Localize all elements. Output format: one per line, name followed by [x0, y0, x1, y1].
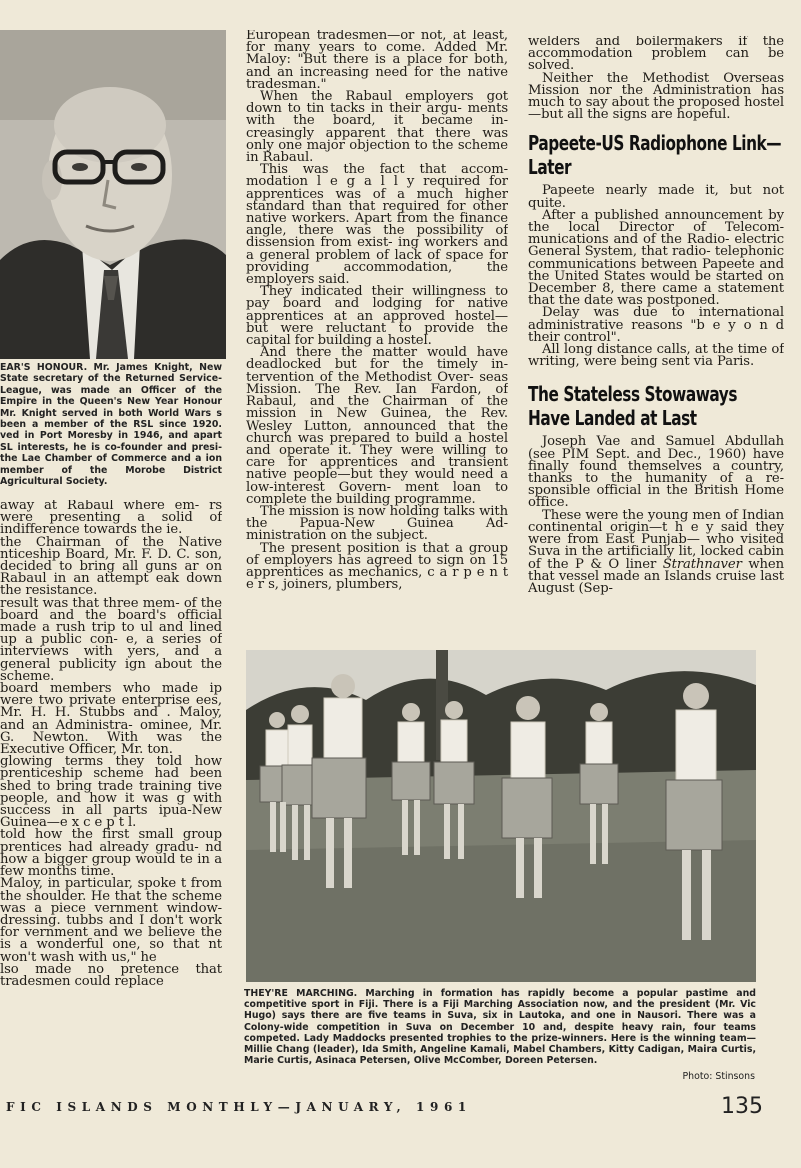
- paragraph: glowing terms they told how prenticeship scheme had been shed to bring trade training tive people, and how it was g with success in all parts ipua-New Guinea—e x c e p t l.: [0, 754, 222, 831]
- paragraph: Joseph Vae and Samuel Abdullah (see PIM Sept. and Dec., 1960) have finally found themselves a country, thanks to the humanity of a re- sponsible official in the British Home office.: [528, 434, 784, 511]
- paragraph: Delay was due to international administrative reasons "b e y o n d their control".: [528, 305, 784, 345]
- paragraph: lso made no pretence that tradesmen could replace: [0, 961, 222, 989]
- paragraph: They indicated their willingness to pay board and lodging for native apprentices at an approved hostel— but were reluctant to provide the capital for building a hostel.: [246, 284, 508, 349]
- paragraph: result was that three mem- of the board and the board's official made a rush trip to ul and lined up a public con- e, a series of interviews with yers, and a general publicity ign about the scheme.: [0, 595, 222, 684]
- portrait-photo: [0, 30, 226, 359]
- paragraph: The mission is now holding talks with the Papua-New Guinea Ad- ministration on the subject.: [246, 503, 508, 544]
- paragraph: the Chairman of the Native nticeship Board, Mr. F. D. C. son, decided to bring all guns ar on Rabaul in an attempt eak down the resistance.: [0, 534, 222, 599]
- paragraph: Neither the Methodist Overseas Mission nor the Administration has much to say about the proposed hostel—but all the signs are hopeful.: [528, 70, 784, 123]
- paragraph: away at Rabaul where em- rs were presenting a solid of indifference towards the ie.: [0, 500, 222, 538]
- page-number: 135: [721, 1094, 763, 1119]
- paragraph: told how the first small group prentices had already gradu- nd how a bigger group would te in a few months time.: [0, 827, 222, 880]
- paragraph: And there the matter would have deadlocked but for the timely in- tervention of the Methodist Over- seas Mission. The Rev. Ian Fardon, of Rabaul, and the Chairman of the mission in New Guinea, the Rev. Wesley Lutton, announced that the church was prepared to build a hostel and operate it. They were willing to care for apprentices and transient native people—but they would need a low-interest Govern- ment loan to complete the building programme.: [246, 345, 508, 507]
- paragraph: The present position is that a group of employers has agreed to sign on 15 apprentices as mechanics, c a r p e n t e r s, joiners, plumbers,: [246, 540, 508, 593]
- paragraph: Papeete nearly made it, but not quite.: [528, 183, 784, 211]
- paragraph: welders and boilermakers if the accommodation problem can be solved.: [528, 36, 784, 74]
- paragraph: [528, 507, 784, 596]
- text-run: These were the young men of Indian continental origin—t h e y said they were from East Punjab— who visited Suva in the artificially lit, locked cabin of the P & O liner: [528, 507, 784, 572]
- middle-column: [246, 30, 508, 640]
- text-run: when that vessel made an Islands cruise last August (Sep-: [528, 556, 784, 596]
- portrait-caption: EAR'S HONOUR. Mr. James Knight, New State secretary of the Returned Service- League, was made an Officer of the Empire in the Queen's New Year Honour Mr. Knight served in both World Wars s been a member of the RSL since 1920. ved in Port Moresby in 1946, and apart SL interests, he is co-founder and presi- the Lae Chamber of Commerce and a ion member of the Morobe District Agricultural Society.: [0, 362, 222, 488]
- heading-papeete: Papeete-US Radiophone Link—Later: [528, 131, 782, 180]
- paragraph: Maloy, in particular, spoke t from the shoulder. He that the scheme was a piece vernment window-dressing. tubbs and I don't work for vernment and we believe the is a wonderful one, so that nt won't wash with us," he: [0, 876, 222, 965]
- page-footer: FIC ISLANDS MONTHLY—JANUARY, 1961: [6, 1100, 472, 1114]
- paragraph: When the Rabaul employers got down to tin tacks in their argu- ments with the board, it became in- creasingly apparent that there was only one major objection to the scheme in Rabaul.: [246, 89, 508, 166]
- ship-name: Strathnaver: [662, 556, 742, 572]
- photo-credit: Photo: Stinsons: [682, 1071, 755, 1082]
- right-column: [528, 36, 784, 641]
- photo-caption: THEY'RE MARCHING. Marching in formation has rapidly become a popular pastime and competitive sport in Fiji. There is a Fiji Marching Association now, and the president (Mr. Vic Hugo) says there are five teams in Suva, six in Lautoka, and one in Nausori. There was a Colony-wide competition in Suva on December 10 and, despite heavy rain, four teams competed. Lady Maddocks presented trophies to the prize-winners. Here is the winning team—Millie Chang (leader), Ida Smith, Angeline Kamali, Mabel Chambers, Kitty Cadigan, Maira Curtis, Marie Curtis, Asinaca Petersen, Olive McComber, Doreen Petersen.: [244, 988, 756, 1067]
- left-column: [0, 500, 222, 1090]
- paragraph: All long distance calls, at the time of writing, were being sent via Paris.: [528, 342, 784, 370]
- paragraph: This was the fact that accom- modation l e g a l l y required for apprentices was of a much higher standard than that required for other native workers. Apart from the finance angle, there was the possibility of dissension from exist- ing workers and a general problem of lack of space for providing accommodation, the employers said.: [246, 162, 508, 288]
- paragraph: board members who made ip were two private enterprise ees, Mr. H. H. Stubbs and . Maloy, and an Administra- ominee, Mr. G. Newton. With was the Executive Officer, Mr. ton.: [0, 681, 222, 758]
- marching-photo: [246, 650, 756, 982]
- paragraph: After a published announcement by the local Director of Telecom- munications and of the Radio- electric General System, that radio- telephonic communications between Papeete and the United States would be started on December 8, there came a statement that the date was postponed.: [528, 207, 784, 309]
- heading-stowaways: The Stateless Stowaways Have Landed at Last: [528, 382, 738, 431]
- paragraph: European tradesmen—or not, at least, for many years to come. Added Mr. Maloy: "But there is a place for both, and an increasing need for the native tradesman.": [246, 30, 508, 92]
